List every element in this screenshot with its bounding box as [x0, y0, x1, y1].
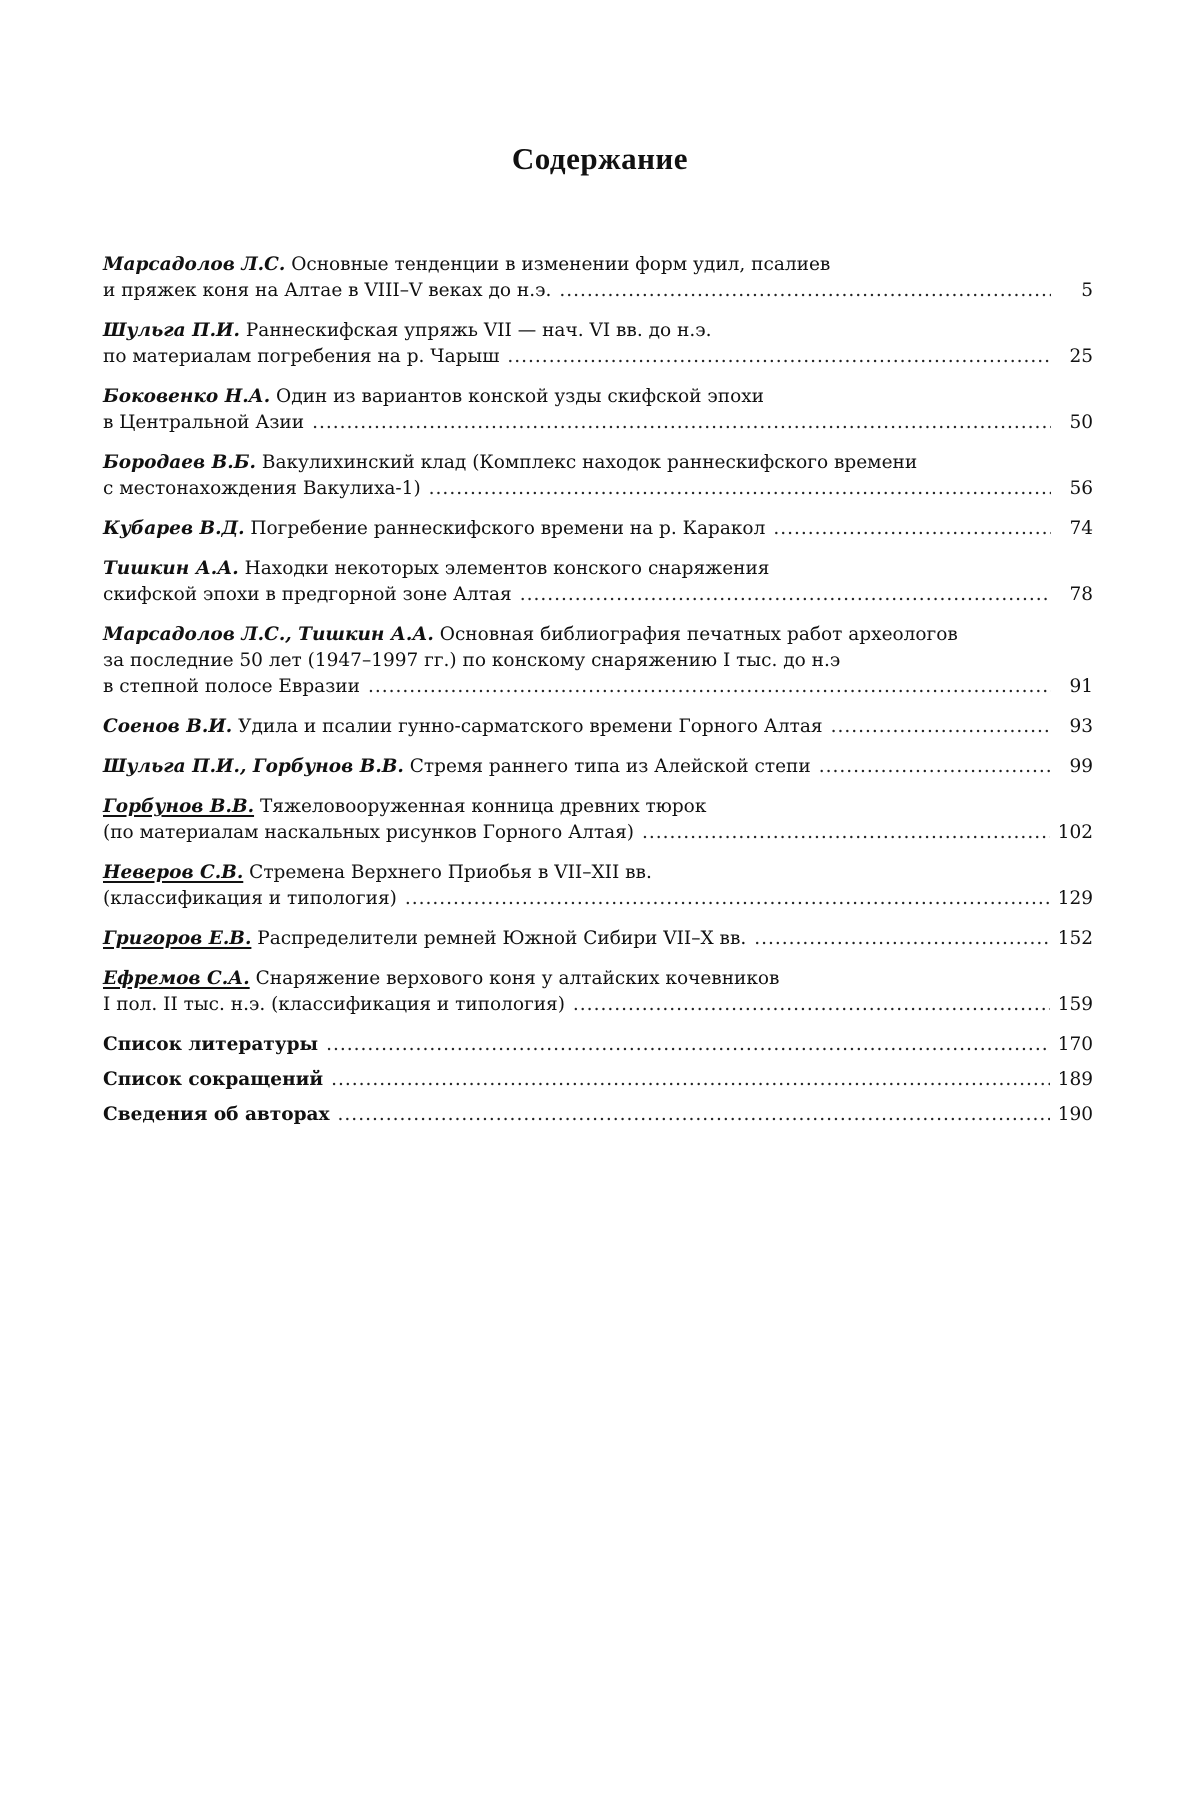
toc-entry-title-line: Распределители ремней Южной Сибири VII–X вв.	[257, 928, 747, 949]
dot-leader	[754, 926, 1049, 952]
toc-entry-page: 25	[1069, 346, 1093, 367]
toc-entry-line	[103, 886, 1093, 912]
toc-entry-title-line: Удила и псалии гунно-сарматского времени Горного Алтая	[238, 716, 823, 737]
toc-entry-line	[103, 410, 1093, 436]
toc-entry-line	[103, 450, 1093, 476]
toc-entry-author: Неверов С.В.	[103, 862, 244, 883]
toc-section-label: Сведения об авторах	[103, 1104, 330, 1125]
toc-entry-author: Бородаев В.Б.	[103, 452, 256, 473]
toc-entry-title-line: Раннескифская упряжь VII — нач. VI вв. до н.э.	[245, 320, 712, 341]
toc-entry-line	[103, 860, 1093, 886]
toc-entry-title-line: (по материалам наскальных рисунков Горного Алтая)	[103, 822, 634, 843]
dot-leader	[773, 516, 1051, 542]
toc-entry-title-line: Основные тенденции в изменении форм удил, псалиев	[291, 254, 831, 275]
dot-leader	[338, 1102, 1050, 1128]
toc-section-label: Список литературы	[103, 1034, 319, 1055]
toc-entry-line	[103, 344, 1093, 370]
toc-entry-page: 74	[1069, 518, 1093, 539]
toc-entry-title-line: в Центральной Азии	[103, 412, 305, 433]
toc-entry-line	[103, 794, 1093, 820]
toc-entry	[103, 450, 1093, 502]
toc-entry-page: 5	[1081, 280, 1093, 301]
toc-entry-page: 91	[1069, 676, 1093, 697]
toc-entry-title-line: в степной полосе Евразии	[103, 676, 360, 697]
dot-leader	[405, 886, 1050, 912]
toc-section	[103, 1032, 1093, 1058]
toc-entry	[103, 754, 1093, 780]
toc-entry	[103, 926, 1093, 952]
toc-entry	[103, 556, 1093, 608]
toc-entry-title-line: скифской эпохи в предгорной зоне Алтая	[103, 584, 512, 605]
toc-entry-line	[103, 714, 1093, 740]
toc-entry-page: 78	[1069, 584, 1093, 605]
toc-entry-page: 50	[1069, 412, 1093, 433]
dot-leader	[368, 674, 1051, 700]
toc-entry-title-line: по материалам погребения на р. Чарыш	[103, 346, 500, 367]
toc-entry-author: Марсадолов Л.С., Тишкин А.А.	[103, 624, 434, 645]
toc-entry-title-line: Стремена Верхнего Приобья в VII–XII вв.	[249, 862, 652, 883]
toc-entry-line	[103, 992, 1093, 1018]
toc-entry-author: Тишкин А.А.	[103, 558, 239, 579]
toc-entry-author: Горбунов В.В.	[103, 796, 255, 817]
dot-leader	[312, 410, 1051, 436]
dot-leader	[819, 754, 1051, 780]
toc-entry-page: 102	[1057, 822, 1093, 843]
toc-entry-title-line: Стремя раннего типа из Алейской степи	[409, 756, 811, 777]
dot-leader	[507, 344, 1051, 370]
toc-entry-line	[103, 622, 1093, 648]
toc-section-line	[103, 1102, 1093, 1128]
toc-entry-title-line: I пол. II тыс. н.э. (классификация и типология)	[103, 994, 565, 1015]
toc-entry-author: Шульга П.И.	[103, 320, 240, 341]
toc-entry-line	[103, 252, 1093, 278]
toc-entry-author: Боковенко Н.А.	[103, 386, 271, 407]
toc-entry-author: Шульга П.И., Горбунов В.В.	[103, 756, 404, 777]
toc-section	[103, 1102, 1093, 1128]
toc-entry	[103, 318, 1093, 370]
toc-entry-title-line: Снаряжение верхового коня у алтайских кочевников	[255, 968, 780, 989]
toc-entry-author: Соенов В.И.	[103, 716, 233, 737]
toc-entry-title-line: Один из вариантов конской узды скифской эпохи	[276, 386, 764, 407]
toc-entry	[103, 860, 1093, 912]
toc-entry-line	[103, 278, 1093, 304]
dot-leader	[520, 582, 1051, 608]
toc-entry-line	[103, 516, 1093, 542]
toc-entry-line	[103, 648, 1093, 674]
toc-entry-page: 93	[1069, 716, 1093, 737]
toc-entry-line	[103, 674, 1093, 700]
toc-entry-page: 159	[1057, 994, 1093, 1015]
toc-entry-title-line: Погребение раннескифского времени на р. Каракол	[250, 518, 766, 539]
toc-section-page: 189	[1057, 1069, 1093, 1090]
toc-entry-title-line: Вакулихинский клад (Комплекс находок раннескифского времени	[261, 452, 918, 473]
toc-entry	[103, 794, 1093, 846]
toc-entry-title-line: за последние 50 лет (1947–1997 гг.) по конскому снаряжению I тыс. до н.э	[103, 650, 841, 671]
dot-leader	[831, 714, 1051, 740]
dot-leader	[642, 820, 1050, 846]
toc-entry	[103, 252, 1093, 304]
toc-entry-line	[103, 754, 1093, 780]
toc-entry	[103, 622, 1093, 700]
toc-entry	[103, 966, 1093, 1018]
toc-section-page: 190	[1057, 1104, 1093, 1125]
toc-entry-title-line: и пряжек коня на Алтае в VIII–V веках до н.э.	[103, 280, 552, 301]
toc-entry-page: 152	[1057, 928, 1093, 949]
toc-entry-title-line: (классификация и типология)	[103, 888, 397, 909]
toc-entry-line	[103, 476, 1093, 502]
toc-entry-title-line: Тяжеловооруженная конница древних тюрок	[259, 796, 707, 817]
toc-entry-page: 99	[1069, 756, 1093, 777]
toc-entry-author: Марсадолов Л.С.	[103, 254, 286, 275]
toc-entry-line	[103, 318, 1093, 344]
toc-entry-line	[103, 966, 1093, 992]
toc-entry-page: 129	[1057, 888, 1093, 909]
dot-leader	[331, 1067, 1050, 1093]
dot-leader	[573, 992, 1050, 1018]
toc-entry-author: Ефремов С.А.	[103, 968, 250, 989]
toc-entry-line	[103, 384, 1093, 410]
dot-leader	[429, 476, 1051, 502]
toc-entry-line	[103, 556, 1093, 582]
dot-leader	[326, 1032, 1050, 1058]
toc-entry-author: Григоров Е.В.	[103, 928, 252, 949]
toc-section	[103, 1067, 1093, 1093]
table-of-contents	[103, 252, 1093, 1137]
toc-entry	[103, 714, 1093, 740]
toc-entry-title-line: Находки некоторых элементов конского снаряжения	[244, 558, 770, 579]
toc-section-line	[103, 1067, 1093, 1093]
page-title: Содержание	[511, 141, 689, 176]
toc-entry-author: Кубарев В.Д.	[103, 518, 245, 539]
dot-leader	[559, 278, 1051, 304]
toc-entry-title-line: Основная библиография печатных работ археологов	[439, 624, 958, 645]
toc-section-page: 170	[1057, 1034, 1093, 1055]
toc-entry-line	[103, 926, 1093, 952]
toc-entry-line	[103, 820, 1093, 846]
toc-section-label: Список сокращений	[103, 1069, 324, 1090]
toc-entry-line	[103, 582, 1093, 608]
toc-section-line	[103, 1032, 1093, 1058]
toc-entry-title-line: с местонахождения Вакулиха-1)	[103, 478, 421, 499]
toc-entry	[103, 516, 1093, 542]
toc-entry	[103, 384, 1093, 436]
toc-entry-page: 56	[1069, 478, 1093, 499]
